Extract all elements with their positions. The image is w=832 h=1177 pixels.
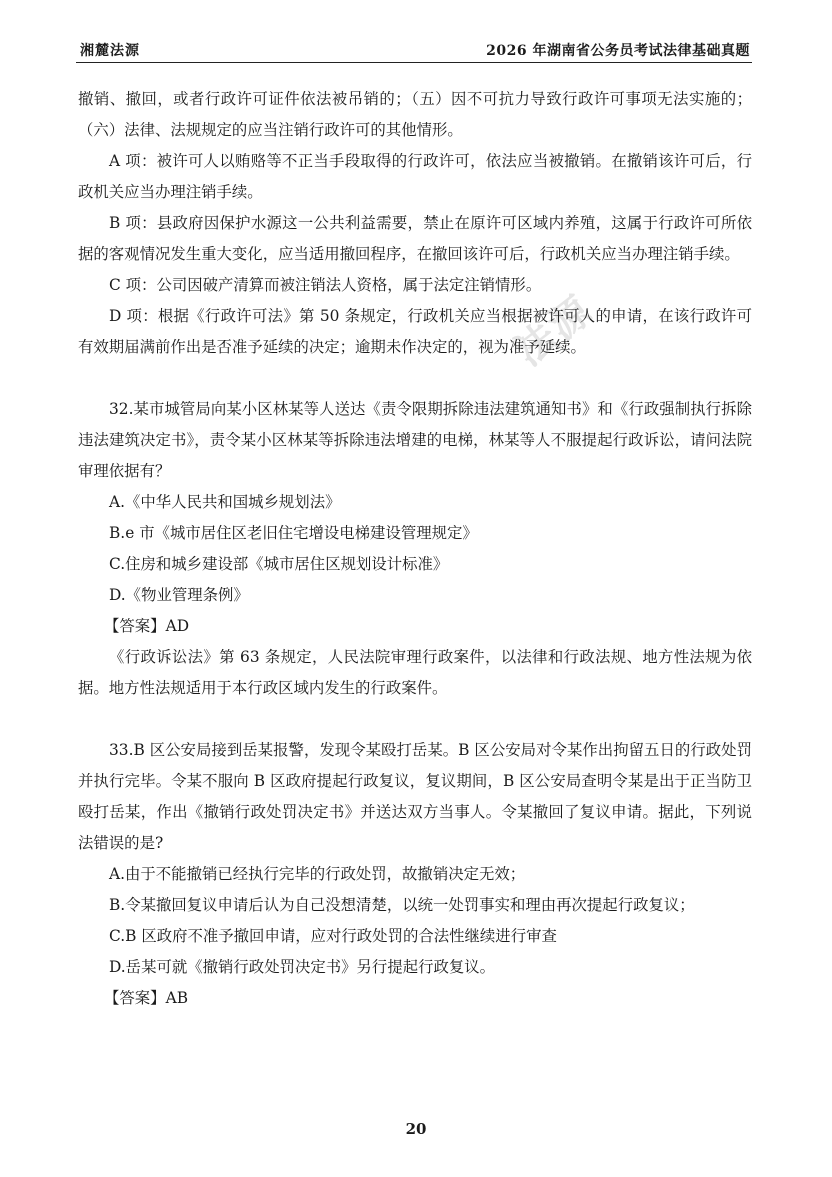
q32-option-c: C.住房和城乡建设部《城市居住区规划设计标准》	[109, 555, 449, 573]
intro-option-d: D 项：根据《行政许可法》第 50 条规定，行政机关应当根据被许可人的申请，在该行政许可有效期届满前作出是否准予延续的决定；逾期未作决定的，视为准予延续。	[78, 307, 752, 356]
q32-answer-value: AD	[165, 617, 190, 635]
q33-answer-value: AB	[165, 989, 189, 1007]
q33-answer	[78, 983, 752, 1014]
q33-option-a: A.由于不能撤销已经执行完毕的行政处罚，故撤销决定无效；	[109, 865, 526, 883]
spacer	[78, 363, 752, 394]
intro-paragraph: 撤销、撤回，或者行政许可证件依法被吊销的；（五）因不可抗力导致行政许可事项无法实施的；（六）法律、法规规定的应当注销行政许可的其他情形。	[78, 90, 752, 139]
q33-stem: 33.B 区公安局接到岳某报警，发现令某殴打岳某。B 区公安局对令某作出拘留五日的行政处罚并执行完毕。令某不服向 B 区政府提起行政复议，复议期间，B 区公安局查明令某是出于正当防卫殴打岳某，作出《撤销行政处罚决定书》并送达双方当事人。令某撤回了复议申请。据此，下列说法错误的是?	[78, 741, 752, 852]
intro-option-a: A 项：被许可人以贿赂等不正当手段取得的行政许可，依法应当被撤销。在撤销该许可后，行政机关应当办理注销手续。	[78, 152, 752, 201]
q33-option-d: D.岳某可就《撤销行政处罚决定书》另行提起行政复议。	[109, 958, 496, 976]
header-brand: 湘麓法源	[80, 43, 140, 59]
q33-answer-label: 【答案】	[104, 989, 166, 1007]
q32-answer-label: 【答案】	[104, 617, 166, 635]
header-divider	[76, 62, 752, 63]
page-number: 20	[405, 1120, 427, 1138]
page-content	[78, 84, 752, 1014]
intro-option-b: B 项：县政府因保护水源这一公共利益需要，禁止在原许可区域内养殖，这属于行政许可所依据的客观情况发生重大变化，应当适用撤回程序，在撤回该许可后，行政机关应当办理注销手续。	[78, 214, 752, 263]
q32-option-d: D.《物业管理条例》	[109, 586, 249, 604]
q32-answer	[78, 611, 752, 642]
q32-option-b: B.e 市《城市居住区老旧住宅增设电梯建设管理规定》	[109, 524, 478, 542]
spacer	[78, 704, 752, 735]
q33-option-b: B.令某撤回复议申请后认为自己没想清楚，以统一处罚事实和理由再次提起行政复议；	[109, 896, 695, 914]
q33-option-c: C.B 区政府不准予撤回申请，应对行政处罚的合法性继续进行审查	[109, 927, 557, 945]
intro-option-c: C 项：公司因破产清算而被注销法人资格，属于法定注销情形。	[109, 276, 542, 294]
watermark: 法源	[506, 286, 602, 376]
header-title: 2026 年湖南省公务员考试法律基础真题	[486, 43, 750, 59]
q32-option-a: A.《中华人民共和国城乡规划法》	[109, 493, 341, 511]
q32-stem: 32.某市城管局向某小区林某等人送达《责令限期拆除违法建筑通知书》和《行政强制执行拆除违法建筑决定书》，责令某小区林某等拆除违法增建的电梯，林某等人不服提起行政诉讼，请问法院审理依据有？	[78, 400, 752, 480]
q32-explanation: 《行政诉讼法》第 63 条规定，人民法院审理行政案件，以法律和行政法规、地方性法规为依据。地方性法规适用于本行政区域内发生的行政案件。	[78, 648, 752, 697]
